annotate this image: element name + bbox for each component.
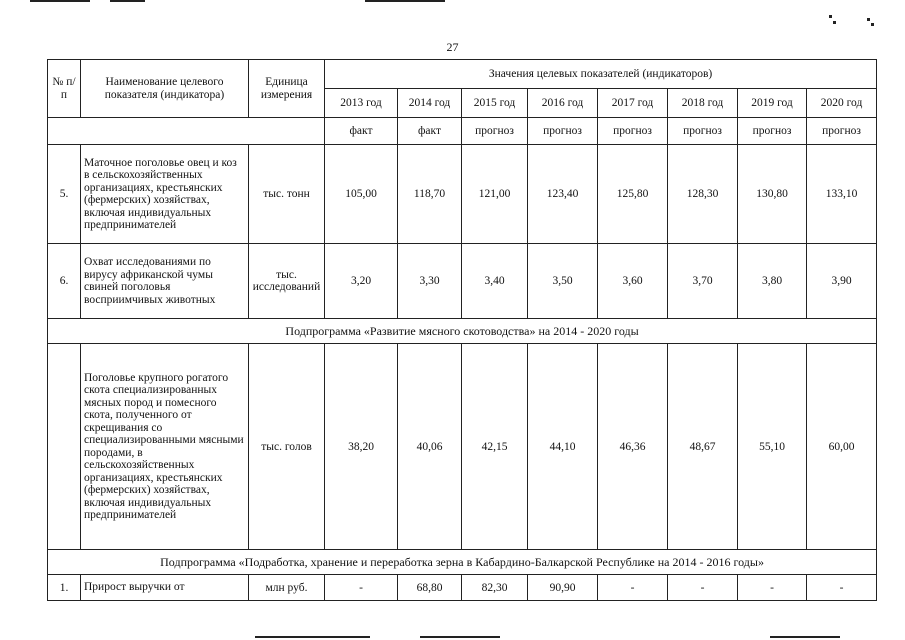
- row-num: [48, 344, 81, 550]
- year-cell: 2020 год: [807, 89, 877, 118]
- value-cell: 82,30: [462, 575, 528, 601]
- page-number: 27: [446, 40, 459, 54]
- type-cell: прогноз: [668, 118, 738, 145]
- value-cell: -: [738, 575, 807, 601]
- value-cell: 44,10: [528, 344, 598, 550]
- year-cell: 2018 год: [668, 89, 738, 118]
- section-row: [48, 550, 877, 575]
- row-unit: тыс. тонн: [249, 145, 325, 244]
- col-unit-header: Единица измерения: [249, 60, 325, 118]
- value-cell: -: [598, 575, 668, 601]
- value-cell: 118,70: [398, 145, 462, 244]
- value-cell: 3,80: [738, 244, 807, 319]
- section-row: [48, 319, 877, 344]
- col-num-header: № п/п: [48, 60, 81, 118]
- value-cell: 3,90: [807, 244, 877, 319]
- table-row: [48, 344, 877, 550]
- col-name-header: Наименование целевого показателя (индикатора): [81, 60, 249, 118]
- value-cell: 133,10: [807, 145, 877, 244]
- value-cell: 128,30: [668, 145, 738, 244]
- value-cell: 3,20: [325, 244, 398, 319]
- scan-mark: [110, 0, 145, 2]
- scan-speck: [829, 15, 832, 18]
- header-row: [48, 60, 877, 89]
- year-cell: 2016 год: [528, 89, 598, 118]
- scan-mark: [30, 0, 90, 2]
- value-cell: 3,70: [668, 244, 738, 319]
- value-cell: 55,10: [738, 344, 807, 550]
- type-cell: факт: [398, 118, 462, 145]
- year-cell: 2017 год: [598, 89, 668, 118]
- value-cell: 68,80: [398, 575, 462, 601]
- blank-cell: [48, 118, 325, 145]
- value-cell: 42,15: [462, 344, 528, 550]
- table-row: [48, 575, 877, 601]
- year-cell: 2019 год: [738, 89, 807, 118]
- scan-speck: [871, 23, 874, 26]
- value-cell: 3,40: [462, 244, 528, 319]
- type-cell: прогноз: [462, 118, 528, 145]
- value-cell: 46,36: [598, 344, 668, 550]
- value-cell: 90,90: [528, 575, 598, 601]
- table-row: [48, 145, 877, 244]
- row-name: Маточное поголовье овец и коз в сельскохозяйственных организациях, крестьянских (фермерских) хозяйствах, включая индивидуальных предпринимателей: [81, 145, 249, 244]
- row-name: Прирост выручки от: [81, 575, 249, 601]
- value-cell: 123,40: [528, 145, 598, 244]
- scan-mark: [255, 636, 370, 638]
- year-cell: 2013 год: [325, 89, 398, 118]
- row-num: 5.: [48, 145, 81, 244]
- scan-speck: [833, 21, 836, 24]
- value-cell: 3,50: [528, 244, 598, 319]
- types-row: [48, 118, 877, 145]
- value-cell: 38,20: [325, 344, 398, 550]
- scan-mark: [420, 636, 500, 638]
- value-cell: 121,00: [462, 145, 528, 244]
- value-cell: 105,00: [325, 145, 398, 244]
- table-row: [48, 244, 877, 319]
- row-name: Охват исследованиями по вирусу африканской чумы свиней поголовья восприимчивых животных: [81, 244, 249, 319]
- scan-mark: [365, 0, 445, 2]
- row-num: 1.: [48, 575, 81, 601]
- year-cell: 2014 год: [398, 89, 462, 118]
- type-cell: факт: [325, 118, 398, 145]
- type-cell: прогноз: [528, 118, 598, 145]
- value-cell: -: [668, 575, 738, 601]
- scan-mark: [770, 636, 840, 638]
- year-cell: 2015 год: [462, 89, 528, 118]
- value-cell: 60,00: [807, 344, 877, 550]
- row-num: 6.: [48, 244, 81, 319]
- row-unit: тыс. голов: [249, 344, 325, 550]
- row-name: Поголовье крупного рогатого скота специализированных мясных пород и помесного скота, полученного от скрещивания со специализированными мясными породами, в сельскохозяйственных организациях, крестьянских (фермерских) хозяйствах, включая индивидуальных предпринимателей: [81, 344, 249, 550]
- value-cell: 125,80: [598, 145, 668, 244]
- value-cell: 3,30: [398, 244, 462, 319]
- value-cell: -: [325, 575, 398, 601]
- value-cell: -: [807, 575, 877, 601]
- value-cell: 3,60: [598, 244, 668, 319]
- value-cell: 130,80: [738, 145, 807, 244]
- value-cell: 48,67: [668, 344, 738, 550]
- values-title: Значения целевых показателей (индикаторов): [325, 60, 877, 89]
- type-cell: прогноз: [738, 118, 807, 145]
- value-cell: 40,06: [398, 344, 462, 550]
- type-cell: прогноз: [598, 118, 668, 145]
- section-title: Подпрограмма «Развитие мясного скотоводства» на 2014 - 2020 годы: [48, 319, 877, 344]
- type-cell: прогноз: [807, 118, 877, 145]
- scan-speck: [867, 18, 870, 21]
- indicators-table: [47, 59, 877, 601]
- row-unit: млн руб.: [249, 575, 325, 601]
- row-unit: тыс. исследований: [249, 244, 325, 319]
- section-title: Подпрограмма «Подработка, хранение и переработка зерна в Кабардино-Балкарской Республике на 2014 - 2016 годы»: [48, 550, 877, 575]
